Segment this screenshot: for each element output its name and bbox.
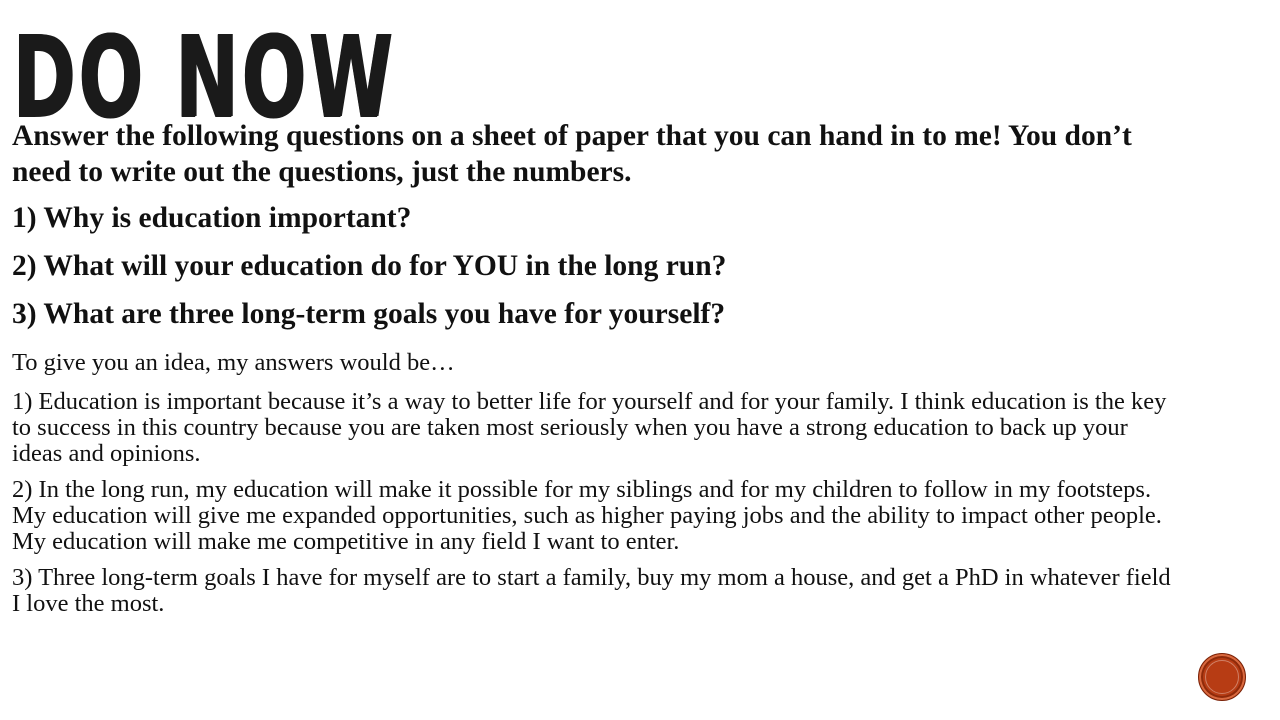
answer-item: 1) Education is important because it’s a way to better life for yourself and for your family. I think education is the key to success in this country because you are taken most seriously when you have a strong education to back up your ideas and opinions.: [12, 388, 1167, 467]
answer-item: 3) Three long-term goals I have for myself are to start a family, buy my mom a house, and get a PhD in whatever field I love the most.: [12, 564, 1171, 617]
circle-ring-decoration: [1205, 660, 1239, 694]
question-item: 2) What will your education do for YOU in the long run?: [12, 250, 727, 282]
answer-list: [12, 389, 1172, 617]
slide-body: [12, 118, 1172, 627]
question-item: 1) Why is education important?: [12, 202, 412, 234]
slide-nav-circle-icon[interactable]: [1198, 653, 1246, 701]
answer-item: 2) In the long run, my education will make it possible for my siblings and for my children to follow in my footsteps. My education will give me expanded opportunities, such as higher paying jobs and the ability to impact other people. My education will make me competitive in any field I want to enter.: [12, 476, 1162, 555]
question-list: [12, 200, 1172, 332]
example-lead-text: To give you an idea, my answers would be…: [12, 349, 455, 376]
slide-title: DO NOW: [12, 13, 396, 143]
question-item: 3) What are three long-term goals you have for yourself?: [12, 298, 726, 330]
instructions-text: Answer the following questions on a sheet of paper that you can hand in to me! You don’t need to write out the questions, just the numbers.: [12, 120, 1132, 188]
